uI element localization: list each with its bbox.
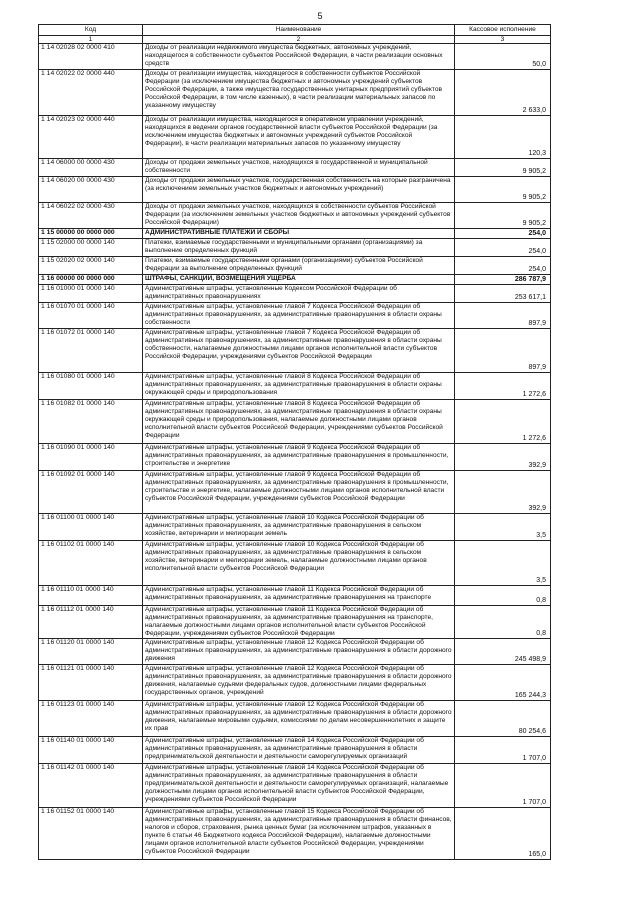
- row-name: Административные штрафы, установленные главой 12 Кодекса Российской Федерации об административных правонарушениях, за административные правонарушения в области дорожного движения, налагаемые судьями федеральных судов, должностными лицами федеральных государственных органов, учреждений: [143, 665, 455, 701]
- row-code: 1 14 02022 02 0000 440: [39, 70, 143, 116]
- table-row: [39, 70, 551, 116]
- row-code: 1 15 02000 00 0000 140: [39, 239, 143, 257]
- row-code: 1 16 01072 01 0000 140: [39, 329, 143, 373]
- row-name: Платежи, взимаемые государственными и муниципальными органами (организациями) за выполнение определенных функций: [143, 239, 455, 257]
- row-amount: 253 617,1: [455, 285, 551, 303]
- row-amount: 9 905,2: [455, 177, 551, 203]
- row-amount: 1 272,6: [455, 400, 551, 444]
- column-number: 2: [143, 36, 455, 44]
- table-row: [39, 471, 551, 514]
- row-amount: 50,0: [455, 44, 551, 70]
- table-row: [39, 514, 551, 541]
- row-code: 1 16 01000 01 0000 140: [39, 285, 143, 303]
- row-code: 1 16 00000 00 0000 000: [39, 275, 143, 285]
- row-name: Платежи, взимаемые государственными органами (организациями) субъектов Российской Федерации за выполнение определенных функций: [143, 257, 455, 275]
- row-name: Доходы от реализации имущества, находящегося в собственности субъектов Российской Федерации (за исключением имущества бюджетных и автономных учреждений субъектов Российской Федерации, а также имущества государственных унитарных предприятий субъектов Российской Федерации, в том числе казенных), в части реализации материальных запасов по указанному имуществу: [143, 70, 455, 116]
- row-amount: 254,0: [455, 239, 551, 257]
- row-name: Доходы от продажи земельных участков, находящихся в государственной и муниципальной собственности: [143, 159, 455, 177]
- row-amount: 392,9: [455, 444, 551, 471]
- table-row: [39, 303, 551, 329]
- table-row: [39, 159, 551, 177]
- table-row: [39, 285, 551, 303]
- row-code: 1 16 01123 01 0000 140: [39, 701, 143, 737]
- row-amount: 9 905,2: [455, 203, 551, 229]
- row-code: 1 16 01082 01 0000 140: [39, 400, 143, 444]
- row-name: Административные штрафы, установленные главой 12 Кодекса Российской Федерации об административных правонарушениях, за административные правонарушения в области дорожного движения: [143, 639, 455, 665]
- row-code: 1 16 01112 01 0000 140: [39, 606, 143, 639]
- table-row: [39, 444, 551, 471]
- row-name: Административные штрафы, установленные главой 7 Кодекса Российской Федерации об административных правонарушениях, за административные правонарушения в области охраны собственности, налагаемые должностными лицами органов исполнительной власти субъектов Российской Федерации, учреждениями субъектов Российской Федерации: [143, 329, 455, 373]
- row-code: 1 16 01140 01 0000 140: [39, 737, 143, 764]
- table-row: [39, 764, 551, 808]
- row-amount: 1 272,6: [455, 373, 551, 400]
- table-body: [39, 44, 551, 860]
- row-code: 1 16 01142 01 0000 140: [39, 764, 143, 808]
- row-amount: 392,9: [455, 471, 551, 514]
- row-name: Административные штрафы, установленные главой 8 Кодекса Российской Федерации об административных правонарушениях, за административные правонарушения в области охраны окружающей среды и природопользования: [143, 373, 455, 400]
- row-name: Административные штрафы, установленные главой 14 Кодекса Российской Федерации об административных правонарушениях, за административные правонарушения в области предпринимательской деятельности и деятельности саморегулируемых организаций: [143, 737, 455, 764]
- row-amount: 254,0: [455, 229, 551, 239]
- row-amount: 1 707,0: [455, 737, 551, 764]
- row-name: Административные штрафы, установленные главой 11 Кодекса Российской Федерации об административных правонарушениях, за административные правонарушения на транспорте, налагаемые должностными лицами органов исполнительной власти субъектов Российской Федерации, учреждениями субъектов Российской Федерации: [143, 606, 455, 639]
- row-name: Административные штрафы, установленные главой 10 Кодекса Российской Федерации об административных правонарушениях, за административные правонарушения в сельском хозяйстве, ветеринарии и мелиорации земель: [143, 514, 455, 541]
- row-name: Административные штрафы, установленные главой 14 Кодекса Российской Федерации об административных правонарушениях, за административные правонарушения в области предпринимательской деятельности и деятельности саморегулируемых организаций, налагаемые должностными лицами органов исполнительной власти субъектов Российской Федерации, учреждениями субъектов Российской Федерации: [143, 764, 455, 808]
- row-amount: 1 707,0: [455, 764, 551, 808]
- table-row: [39, 665, 551, 701]
- row-code: 1 16 01152 01 0000 140: [39, 808, 143, 860]
- row-code: 1 16 01120 01 0000 140: [39, 639, 143, 665]
- header-row: [39, 25, 551, 36]
- row-amount: 0,8: [455, 586, 551, 606]
- row-amount: 120,3: [455, 116, 551, 159]
- row-amount: 897,9: [455, 329, 551, 373]
- row-name: АДМИНИСТРАТИВНЫЕ ПЛАТЕЖИ И СБОРЫ: [143, 229, 455, 239]
- row-code: 1 14 06022 02 0000 430: [39, 203, 143, 229]
- table-row: [39, 275, 551, 285]
- row-code: 1 16 01092 01 0000 140: [39, 471, 143, 514]
- row-amount: 254,0: [455, 257, 551, 275]
- row-name: Административные штрафы, установленные главой 15 Кодекса Российской Федерации об административных правонарушениях, за административные правонарушения в области финансов, налогов и сборов, страхования, рынка ценных бумаг (за исключением штрафов, указанных в пункте 6 статьи 46 Бюджетного кодекса Российской Федерации), налагаемые должностными лицами органов исполнительной власти субъектов Российской Федерации, учреждениями субъектов Российской Федерации: [143, 808, 455, 860]
- row-amount: 165 244,3: [455, 665, 551, 701]
- row-name: Административные штрафы, установленные главой 7 Кодекса Российской Федерации об административных правонарушениях, за административные правонарушения в области охраны собственности: [143, 303, 455, 329]
- page-number: 5: [317, 11, 323, 21]
- row-name: Административные штрафы, установленные главой 9 Кодекса Российской Федерации об административных правонарушениях, за административные правонарушения в промышленности, строительстве и энергетике: [143, 444, 455, 471]
- row-name: Доходы от реализации недвижимого имущества бюджетных, автономных учреждений, находящегося в собственности субъектов Российской Федерации, в части реализации основных средств: [143, 44, 455, 70]
- row-code: 1 15 00000 00 0000 000: [39, 229, 143, 239]
- row-code: 1 16 01080 01 0000 140: [39, 373, 143, 400]
- header-name: Наименование: [143, 25, 455, 36]
- row-name: ШТРАФЫ, САНКЦИИ, ВОЗМЕЩЕНИЯ УЩЕРБА: [143, 275, 455, 285]
- row-code: 1 14 06000 00 0000 430: [39, 159, 143, 177]
- column-number: 3: [455, 36, 551, 44]
- row-amount: 286 787,9: [455, 275, 551, 285]
- table-row: [39, 808, 551, 860]
- row-name: Доходы от реализации имущества, находящегося в оперативном управлении учреждений, находящихся в ведении органов государственной власти субъектов Российской Федерации (за исключением имущества бюджетных и автономных учреждений субъектов Российской Федерации), в части реализации материальных запасов по указанному имуществу: [143, 116, 455, 159]
- row-amount: 2 633,0: [455, 70, 551, 116]
- row-code: 1 16 01121 01 0000 140: [39, 665, 143, 701]
- table-row: [39, 701, 551, 737]
- revenue-table: [38, 24, 551, 860]
- row-code: 1 16 01110 01 0000 140: [39, 586, 143, 606]
- table-row: [39, 44, 551, 70]
- row-amount: 0,8: [455, 606, 551, 639]
- table-row: [39, 329, 551, 373]
- table-row: [39, 177, 551, 203]
- table-row: [39, 639, 551, 665]
- table-row: [39, 373, 551, 400]
- row-name: Административные штрафы, установленные Кодексом Российской Федерации об административных правонарушениях: [143, 285, 455, 303]
- table-row: [39, 737, 551, 764]
- row-code: 1 16 01102 01 0000 140: [39, 541, 143, 586]
- row-amount: 9 905,2: [455, 159, 551, 177]
- row-name: Административные штрафы, установленные главой 8 Кодекса Российской Федерации об административных правонарушениях, за административные правонарушения в области охраны окружающей среды и природопользования, налагаемые должностными лицами органов исполнительной власти субъектов Российской Федерации, учреждениями субъектов Российской Федерации: [143, 400, 455, 444]
- header-amount: Кассовое исполнение: [455, 25, 551, 36]
- column-number-row: [39, 36, 551, 44]
- row-name: Административные штрафы, установленные главой 10 Кодекса Российской Федерации об административных правонарушениях, за административные правонарушения в сельском хозяйстве, ветеринарии и мелиорации земель, налагаемые должностными лицами органов исполнительной власти субъектов Российской Федерации: [143, 541, 455, 586]
- table-row: [39, 239, 551, 257]
- row-amount: 165,0: [455, 808, 551, 860]
- row-code: 1 14 06020 00 0000 430: [39, 177, 143, 203]
- row-code: 1 14 02023 02 0000 440: [39, 116, 143, 159]
- row-name: Административные штрафы, установленные главой 11 Кодекса Российской Федерации об административных правонарушениях, за административные правонарушения на транспорте: [143, 586, 455, 606]
- row-amount: 245 498,9: [455, 639, 551, 665]
- row-code: 1 16 01070 01 0000 140: [39, 303, 143, 329]
- table-row: [39, 257, 551, 275]
- row-amount: 80 254,6: [455, 701, 551, 737]
- row-name: Доходы от продажи земельных участков, государственная собственность на которые разграничена (за исключением земельных участков бюджетных и автономных учреждений): [143, 177, 455, 203]
- table-row: [39, 229, 551, 239]
- row-name: Доходы от продажи земельных участков, находящихся в собственности субъектов Российской Федерации (за исключением земельных участков бюджетных и автономных учреждений субъектов Российской Федерации): [143, 203, 455, 229]
- row-amount: 897,9: [455, 303, 551, 329]
- header-code: Код: [39, 25, 143, 36]
- row-code: 1 16 01100 01 0000 140: [39, 514, 143, 541]
- row-name: Административные штрафы, установленные главой 9 Кодекса Российской Федерации об административных правонарушениях, за административные правонарушения в промышленности, строительстве и энергетике, налагаемые должностными лицами органов исполнительной власти субъектов Российской Федерации, учреждениями субъектов Российской Федерации: [143, 471, 455, 514]
- row-code: 1 15 02020 02 0000 140: [39, 257, 143, 275]
- column-number: 1: [39, 36, 143, 44]
- table-row: [39, 606, 551, 639]
- row-amount: 3,5: [455, 514, 551, 541]
- table-row: [39, 400, 551, 444]
- row-code: 1 16 01090 01 0000 140: [39, 444, 143, 471]
- row-code: 1 14 02028 02 0000 410: [39, 44, 143, 70]
- row-amount: 3,5: [455, 541, 551, 586]
- table-row: [39, 541, 551, 586]
- table-row: [39, 203, 551, 229]
- table-row: [39, 116, 551, 159]
- row-name: Административные штрафы, установленные главой 12 Кодекса Российской Федерации об административных правонарушениях, за административные правонарушения в области дорожного движения, налагаемые мировыми судьями, комиссиями по делам несовершеннолетних и защите их прав: [143, 701, 455, 737]
- table-row: [39, 586, 551, 606]
